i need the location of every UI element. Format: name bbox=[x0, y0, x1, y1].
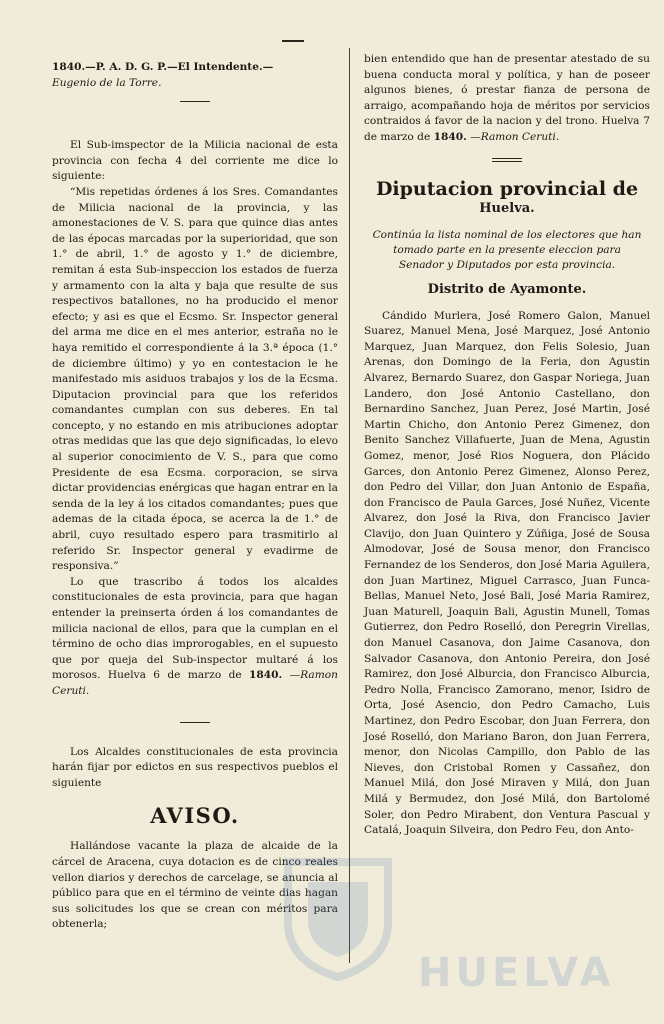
milicia-date-year: 1840. bbox=[249, 669, 283, 682]
milicia-signature: —Ramon Ceruti. bbox=[52, 669, 338, 697]
milicia-transcription-text: Lo que trascribo á todos los alcaldes constitucionales de esta provincia, para que hagan entender la preinserta órden á los comandantes de milicia nacional de ellos, para que la cumplan en el término de ocho dias improrogables, en el supuesto que por queja del Sub-inspector multaré á los morosos. Huelva 6 de marzo de bbox=[52, 575, 338, 682]
opening-line: 1840.—P. A. D. G. P.—El Intendente.— bbox=[52, 61, 274, 73]
milicia-quote: “Mis repetidas órdenes á los Sres. Comandantes de Milicia nacional de la provincia, y las amonestaciones de V. S. para que quince dias antes de las épocas marcadas por la superioridad, que son 1.° de abril, 1.° de agosto y 1.° de diciembre, remitan á esta Sub-inspeccion los estados de fuerza y armamento con la alta y baja que resulte de sus respectivos batallones, no ha producido el menor efecto; y asi es que el Ecsmo. Sr. Inspector general del arma me dice en el mes anterior, estraña no le haya remitido el correspondiente á la 3.ª época (1.° de diciembre último) y yo en contestacion le he manifestado mis asiduos trabajos y los de la Ecsma. Diputacion provincial para que los referidos comandantes cumplan con sus deberes. En tal concepto, y no estando en mis atribuciones adoptar otras medidas que las que dejo significadas, lo elevo al superior conocimiento de V. S., para que como Presidente de esa Ecsma. corporacion, se sirva dictar providencias enérgicas que hagan entrar en la senda de la ley á los citados comandantes; pues que ademas de la citada época, se acerca la de 1.° de abril, cuyo resultado espero para trasmitirlo al referido Sr. Inspector general y evadirme de responsiva.” bbox=[52, 185, 338, 573]
right-column bbox=[364, 52, 650, 839]
spacer bbox=[52, 112, 338, 138]
column-divider bbox=[349, 48, 350, 963]
divider-line bbox=[492, 158, 522, 159]
left-column bbox=[52, 60, 338, 933]
aviso-signature: —Ramon Ceruti. bbox=[470, 130, 560, 143]
coat-of-arms-icon bbox=[268, 852, 408, 982]
aviso-paragraph: Hallándose vacante la plaza de alcaide de la cárcel de Aracena, cuya dotacion es de cinco reales vellon diarios y derechos de carcelage, se anuncia al público para que en el término de veinte dias hagan sus solicitudes los que se crean con méritos para obtenerla; bbox=[52, 840, 338, 931]
opening-signature: Eugenio de la Torre. bbox=[52, 76, 162, 89]
aviso-title: AVISO. bbox=[150, 803, 240, 829]
section-divider bbox=[180, 722, 210, 723]
alcaldes-paragraph: Los Alcaldes constitucionales de esta provincia harán fijar por edictos en sus respectivos pueblos el siguiente bbox=[52, 745, 338, 789]
section-title: Diputacion provincial de bbox=[375, 177, 639, 200]
section-divider bbox=[180, 101, 210, 102]
divider-line bbox=[492, 161, 522, 162]
district-title: Distrito de Ayamonte. bbox=[427, 281, 587, 297]
electors-list: Cándido Murlera, José Romero Galon, Manuel Suarez, Manuel Mena, José Marquez, José Antonio Marquez, Juan Marquez, don Felis Solesio, Juan Arenas, don Domingo de la Feria, don Agustin Alvarez, Bernardo Suarez, don Gaspar Noriega, Juan Landero, don José Antonio Castellano, don Bernardino Sanchez, Juan Perez, José Martin, José Martin Chicho, don Antonio Perez Gimenez, don Benito Sanchez Villafuerte, Juan de Mena, Agustin Gomez, menor, José Rios Noguera, don Plácido Garces, don Antonio Perez Gimenez, Alonso Perez, don Pedro del Villar, don Juan Antonio de España, don Francisco de Paula Garces, José Nuñez, Vicente Alvarez, don José la Riva, don Francisco Javier Clavijo, don Juan Quintero y Zúñiga, José de Sousa Almodovar, José de Sousa menor, don Francisco Fernandez de los Senderos, don José Maria Aguilera, don Juan Martinez, Miguel Carrasco, Juan Funca-Bellas, Manuel Neto, José Bali, José Maria Ramirez, Juan Maturell, Joaquin Bali, Agustin Munell, Tomas Gutierrez, don Pedro Roselló, don Peregrin Virellas, don Manuel Casanova, don Jaime Casanova, don Salvador Casanova, don Antonio Pereira, don José Ramirez, don José Alburcia, don Francisco Alburcia, Pedro Nolla, Francisco Zamorano, menor, Isidro de Orta, José Asencio, don Pedro Camacho, Luis Martinez, don Pedro Escobar, don Juan Ferrera, don José Roselló, don Mariano Baron, don Juan Ferrera, menor, don Nicolas Campillo, don Pablo de las Nieves, don Cristobal Romen y Cassañez, don Manuel Milá, don José Miraven y Milá, don Juan Milá y Bermudez, don José Milá, don Bartolomé Soler, don Pedro Mirabent, don Ventura Pascual y Catalá, Joaquin Silveira, don Pedro Feu, don Anto- bbox=[364, 309, 650, 837]
milicia-transcription bbox=[52, 575, 338, 700]
aviso-continuation-text: bien entendido que han de presentar atestado de su buena conducta moral y política, y han de poseer algunos bienes, ó prestar fianza de persona de arraigo, acompañando hoja de méritos por servicios contraidos á favor de la nacion y del trono. Huelva 7 de marzo de bbox=[364, 53, 650, 143]
section-intro: Continúa la lista nominal de los electores que han tomado parte en la presente eleccion para Senador y Diputados por esta provincia. bbox=[372, 228, 642, 271]
aviso-date-year: 1840. bbox=[433, 130, 467, 143]
watermark-text: HUELVA bbox=[418, 950, 615, 996]
double-divider bbox=[492, 158, 522, 162]
milicia-intro: El Sub-imspector de la Milicia nacional de esta provincia con fecha 4 del corriente me dice lo siguiente: bbox=[52, 139, 338, 183]
section-subtitle: Huelva. bbox=[479, 200, 535, 216]
aviso-continuation bbox=[364, 52, 650, 146]
top-rule bbox=[282, 40, 304, 42]
